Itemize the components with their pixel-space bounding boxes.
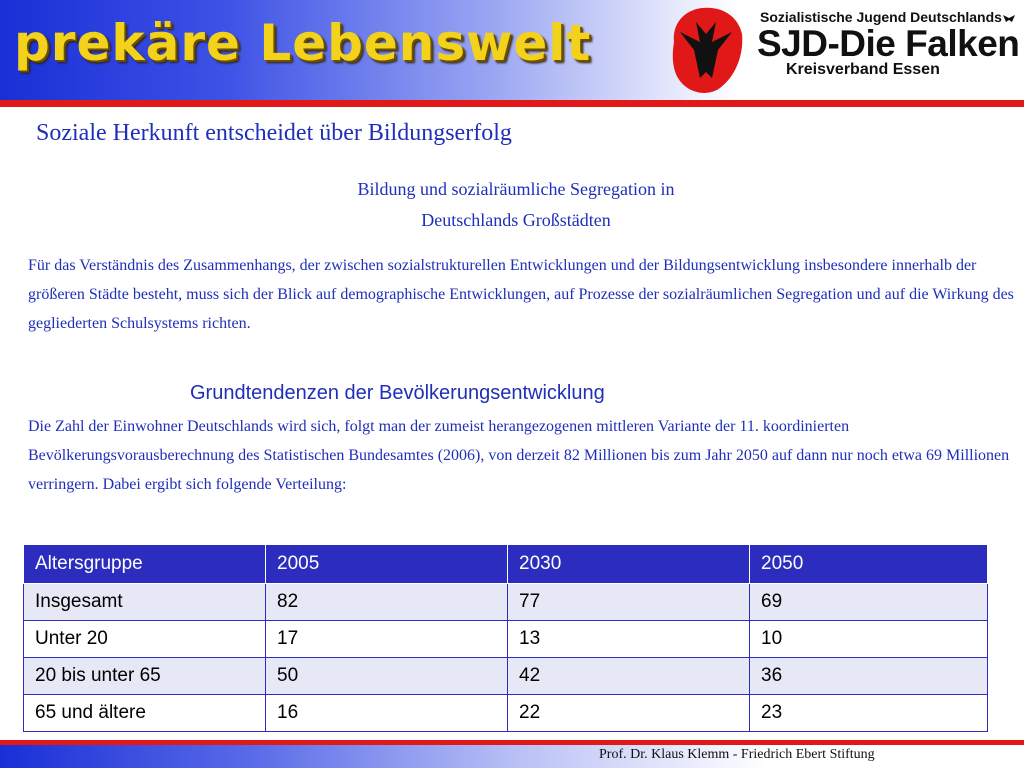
subtitle-line-2: Deutschlands Großstädten [421,210,611,230]
column-header-2030: 2030 [508,545,750,584]
cell-2030: 42 [508,658,750,695]
org-name-main: SJD-Die Falken [757,23,1020,64]
table-row [24,621,988,658]
section-heading: Grundtendenzen der Bevölkerungsentwicklung [190,382,605,404]
brand-title: prekäre Lebenswelt [14,14,592,72]
cell-2030: 13 [508,621,750,658]
footer-credit: Prof. Dr. Klaus Klemm - Friedrich Ebert Stiftung [599,747,875,762]
table-header-row [24,545,988,584]
table-row [24,584,988,621]
cell-2030: 22 [508,695,750,732]
cell-age-group: 65 und ältere [24,695,266,732]
cell-2050: 10 [750,621,988,658]
slide-title: Soziale Herkunft entscheidet über Bildungserfolg [36,120,512,146]
population-table [23,544,988,732]
cell-age-group: Insgesamt [24,584,266,621]
table-row [24,658,988,695]
cell-2050: 69 [750,584,988,621]
cell-2005: 50 [266,658,508,695]
cell-2030: 77 [508,584,750,621]
cell-2005: 16 [266,695,508,732]
cell-2050: 23 [750,695,988,732]
intro-paragraph: Für das Verständnis des Zusammenhangs, der zwischen sozialstrukturellen Entwicklungen und der Bildungsentwicklung insbesondere innerhalb der größeren Städte besteht, muss sich der Blick auf demographische Entwicklungen, auf Prozesse der sozialräumlichen Segregation und auf die Wirkung des gegliederten Schulsystems richten. [28,257,1014,332]
population-paragraph: Die Zahl der Einwohner Deutschlands wird sich, folgt man der zumeist herangezogenen mittleren Variante der 11. koordinierten Bevölkerungsvorausberechnung des Statistischen Bundesamtes (2006), von derzeit 82 Millionen bis zum Jahr 2050 auf dann nur noch etwa 69 Millionen verringern. Dabei ergibt sich folgende Verteilung: [28,418,1010,493]
org-name-small: Sozialistische Jugend Deutschlands [760,9,1002,25]
cell-age-group: Unter 20 [24,621,266,658]
small-emblem-icon [1002,10,1016,24]
cell-2005: 82 [266,584,508,621]
header-divider [0,100,1024,107]
org-name-sub: Kreisverband Essen [786,61,940,78]
column-header-2005: 2005 [266,545,508,584]
column-header-2050: 2050 [750,545,988,584]
cell-age-group: 20 bis unter 65 [24,658,266,695]
column-header-age-group: Altersgruppe [24,545,266,584]
subtitle-line-1: Bildung und sozialräumliche Segregation in [357,179,675,199]
table-row [24,695,988,732]
falcon-logo-icon [666,2,746,98]
cell-2050: 36 [750,658,988,695]
cell-2005: 17 [266,621,508,658]
footer-divider [0,740,1024,745]
